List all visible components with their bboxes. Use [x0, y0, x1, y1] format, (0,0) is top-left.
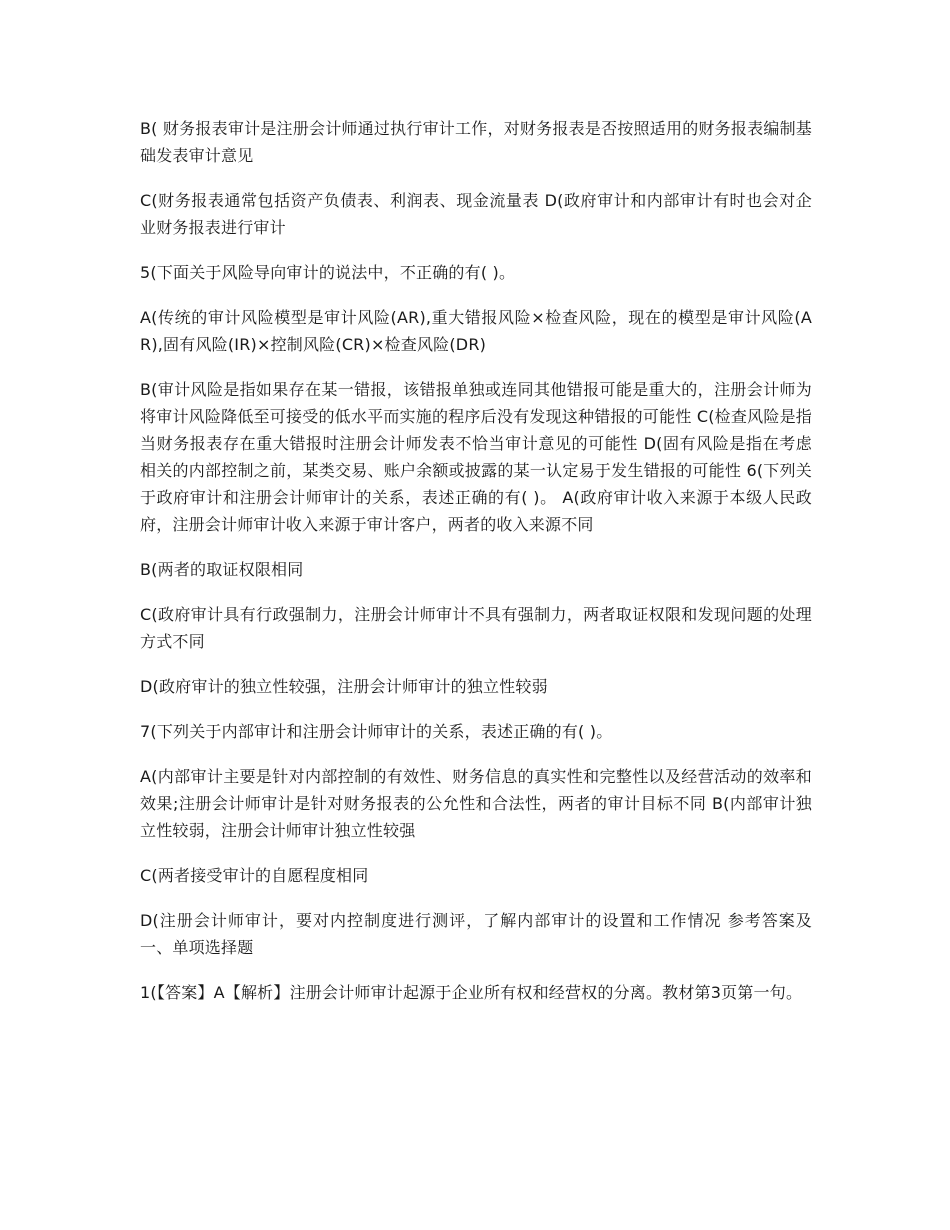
paragraph-question-5: 5(下面关于风险导向审计的说法中，不正确的有( )。: [140, 263, 516, 282]
paragraph-question-6-option-d: D(政府审计的独立性较强，注册会计师审计的独立性较弱: [140, 677, 548, 696]
paragraph-question-7-options-a-b: A(内部审计主要是针对内部控制的有效性、财务信息的真实性和完整性以及经营活动的效率和效果;注册会计师审计是针对财务报表的公允性和合法性，两者的审计目标不同 B(内部审计独立性较弱，注册会计师审计独立性较强: [140, 767, 812, 840]
paragraph-question-7-option-c: C(两者接受审计的自愿程度相同: [140, 866, 369, 885]
paragraph-answer-1: 1(【答案】A【解析】注册会计师审计起源于企业所有权和经营权的分离。教材第3页第一句。: [140, 983, 803, 1002]
paragraph-question-7-option-d-answers-heading: D(注册会计师审计，要对内控制度进行测评，了解内部审计的设置和工作情况 参考答案及一、单项选择题: [140, 911, 812, 957]
paragraph-question-6-option-b: B(两者的取证权限相同: [140, 560, 304, 579]
paragraph-question-5-option-a: A(传统的审计风险模型是审计风险(AR),重大错报风险×检查风险，现在的模型是审计风险(AR),固有风险(IR)×控制风险(CR)×检查风险(DR): [140, 308, 812, 354]
paragraph-option-b-financial-audit: B( 财务报表审计是注册会计师通过执行审计工作，对财务报表是否按照适用的财务报表编制基础发表审计意见: [140, 119, 812, 165]
paragraph-question-6-option-c: C(政府审计具有行政强制力，注册会计师审计不具有强制力，两者取证权限和发现问题的处理方式不同: [140, 605, 812, 651]
paragraph-question-5-options-b-c-d-question-6: B(审计风险是指如果存在某一错报，该错报单独或连同其他错报可能是重大的，注册会计师为将审计风险降低至可接受的低水平而实施的程序后没有发现这种错报的可能性 C(检查风险是指当财务报表存在重大错报时注册会计师发表不恰当审计意见的可能性 D(固有风险是指在考虑相关的内部控制之前，某类交易、账户余额或披露的某一认定易于发生错报的可能性 6(下列关于政府审计和注册会计师审计的关系，表述正确的有( )。 A(政府审计收入来源于本级人民政府，注册会计师审计收入来源于审计客户，两者的收入来源不同: [140, 380, 812, 534]
paragraph-option-c-d-statements: C(财务报表通常包括资产负债表、利润表、现金流量表 D(政府审计和内部审计有时也会对企业财务报表进行审计: [140, 191, 812, 237]
paragraph-question-7: 7(下列关于内部审计和注册会计师审计的关系，表述正确的有( )。: [140, 722, 613, 741]
document-body: [140, 115, 812, 1024]
